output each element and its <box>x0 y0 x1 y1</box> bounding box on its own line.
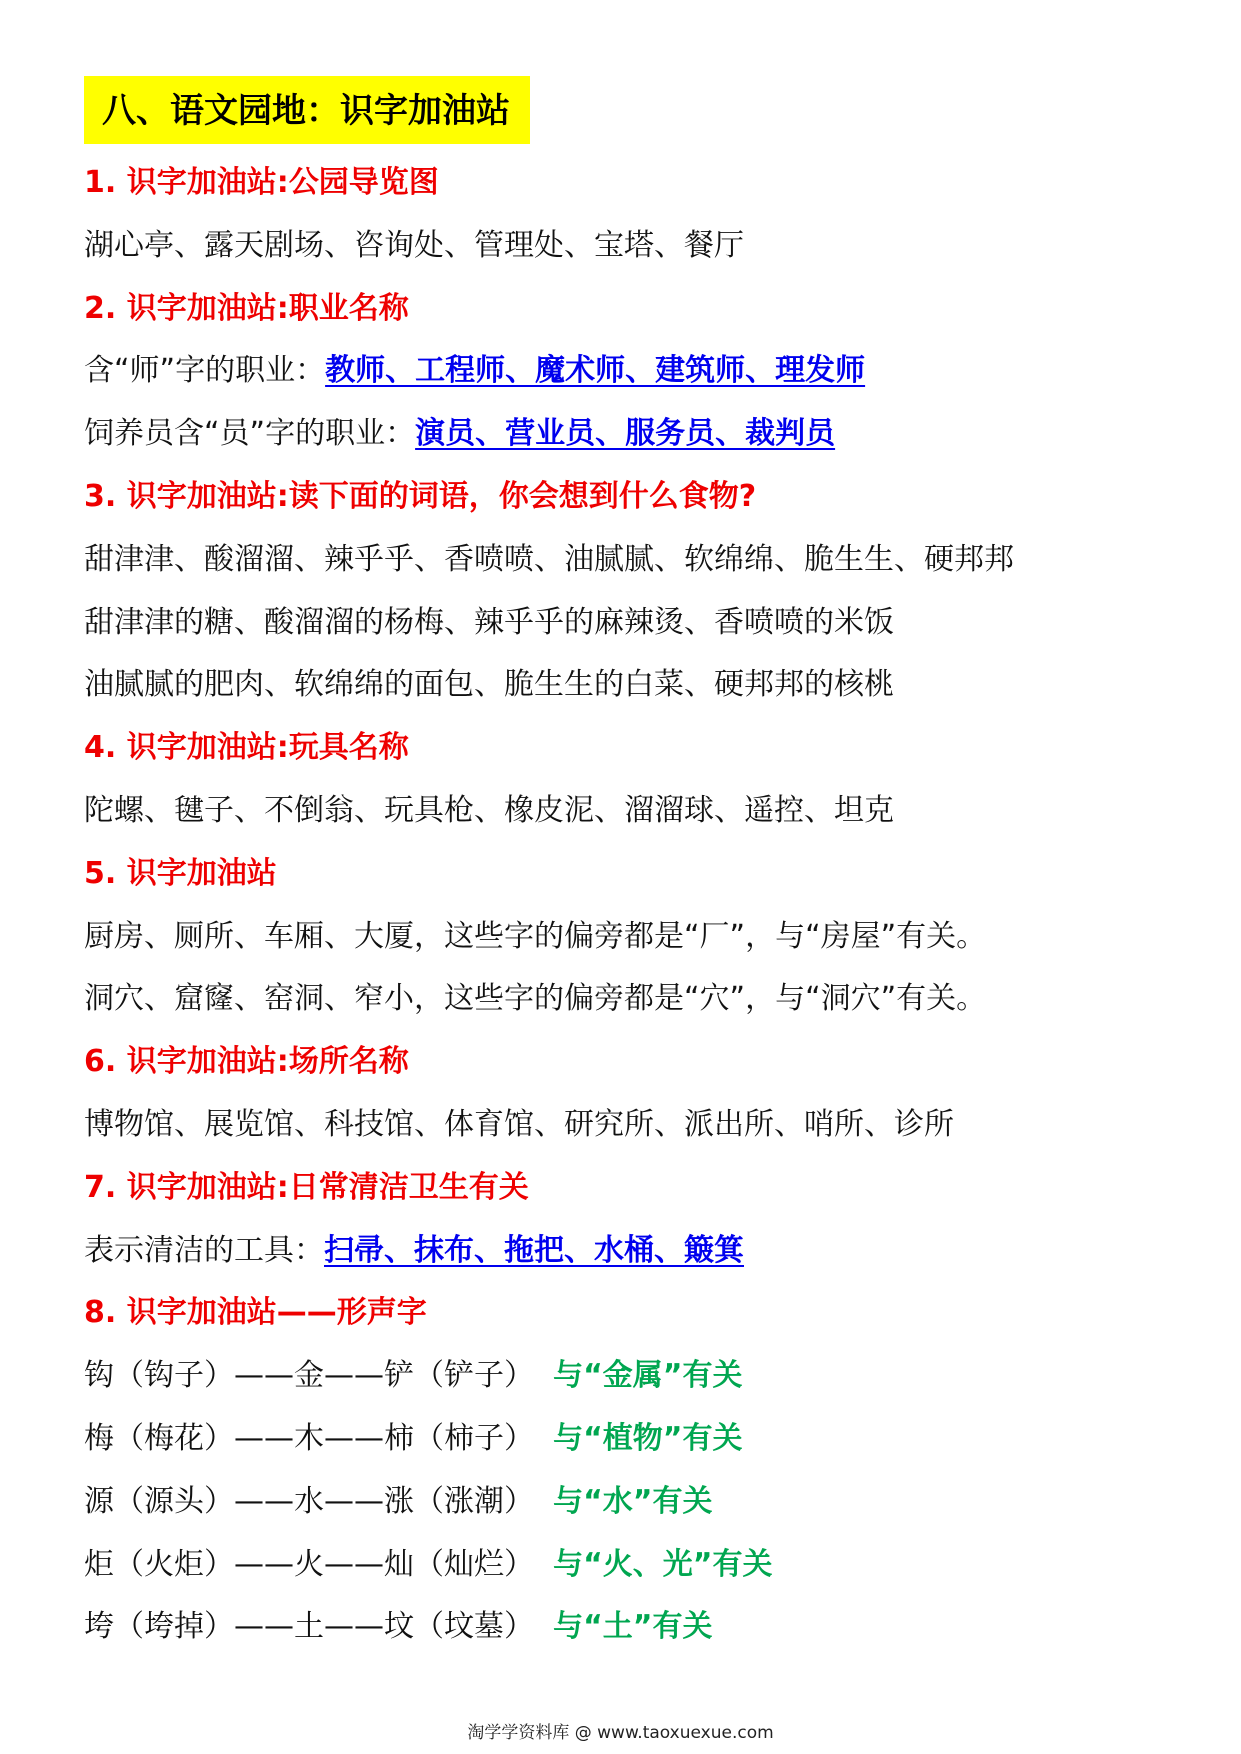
word-list: 湖心亭、露天剧场、咨询处、管理处、宝塔、餐厅 <box>84 227 744 263</box>
explanation-line: 洞穴、窟窿、窑洞、窄小，这些字的偏旁都是“穴”，与“洞穴”有关。 <box>84 981 987 1017</box>
section-heading: 1. 识字加油站:公园导览图 <box>84 165 439 200</box>
phonetic-pair-row <box>84 1345 1194 1408</box>
pair-text: 炬（火炬）——火——灿（灿烂） <box>84 1546 534 1582</box>
document-page <box>84 76 1194 1659</box>
page-title: 八、语文园地：识字加油站 <box>84 76 530 144</box>
answer-link[interactable]: 教师、工程师、魔术师、建筑师、理发师 <box>325 353 866 389</box>
answer-link[interactable]: 扫帚、抹布、拖把、水桶、簸箕 <box>324 1232 744 1268</box>
section-heading: 5. 识字加油站 <box>84 855 277 891</box>
word-list: 博物馆、展览馆、科技馆、体育馆、研究所、派出所、哨所、诊所 <box>84 1106 954 1142</box>
answer-link[interactable]: 演员、营业员、服务员、裁判员 <box>415 416 836 452</box>
profession-row <box>84 403 1194 466</box>
pair-note: 与“水”有关 <box>553 1483 713 1519</box>
row-label: 含“师”字的职业： <box>84 353 326 389</box>
footer-watermark: 淘学学资料库 @ www.taoxuexue.com <box>467 1723 774 1743</box>
section-heading: 8. 识字加油站——形声字 <box>84 1295 427 1331</box>
pair-note: 与“金属”有关 <box>553 1358 743 1394</box>
cleaning-tools-row <box>84 1220 1194 1283</box>
phonetic-pair-row <box>84 1596 1194 1659</box>
pair-note: 与“植物”有关 <box>553 1420 743 1456</box>
word-list: 甜津津、酸溜溜、辣乎乎、香喷喷、油腻腻、软绵绵、脆生生、硬邦邦 <box>84 541 1014 577</box>
word-list: 甜津津的糖、酸溜溜的杨梅、辣乎乎的麻辣烫、香喷喷的米饭 <box>84 604 894 640</box>
explanation-line: 厨房、厕所、车厢、大厦，这些字的偏旁都是“厂”，与“房屋”有关。 <box>84 918 987 954</box>
section-heading: 4. 识字加油站:玩具名称 <box>84 730 409 766</box>
profession-row <box>84 340 1194 403</box>
pair-text: 梅（梅花）——木——柿（柿子） <box>84 1420 534 1456</box>
phonetic-pair-row <box>84 1408 1194 1471</box>
section-heading: 7. 识字加油站:日常清洁卫生有关 <box>84 1169 529 1205</box>
pair-text: 垮（垮掉）——土——坟（坟墓） <box>84 1609 534 1645</box>
pair-note: 与“土”有关 <box>553 1609 713 1645</box>
section-heading: 2. 识字加油站:职业名称 <box>84 290 409 326</box>
row-label: 饲养员含“员”字的职业： <box>84 416 416 452</box>
pair-note: 与“火、光”有关 <box>553 1546 773 1582</box>
word-list: 陀螺、毽子、不倒翁、玩具枪、橡皮泥、溜溜球、遥控、坦克 <box>84 792 894 828</box>
word-list: 油腻腻的肥肉、软绵绵的面包、脆生生的白菜、硬邦邦的核桃 <box>84 667 894 703</box>
phonetic-pair-row <box>84 1534 1194 1597</box>
section-heading: 3. 识字加油站:读下面的词语，你会想到什么食物? <box>84 478 757 514</box>
section-heading: 6. 识字加油站:场所名称 <box>84 1044 409 1080</box>
row-label: 表示清洁的工具： <box>84 1232 324 1268</box>
pair-text: 源（源头）——水——涨（涨潮） <box>84 1483 534 1519</box>
phonetic-pair-row <box>84 1471 1194 1534</box>
pair-text: 钩（钩子）——金——铲（铲子） <box>84 1358 534 1394</box>
